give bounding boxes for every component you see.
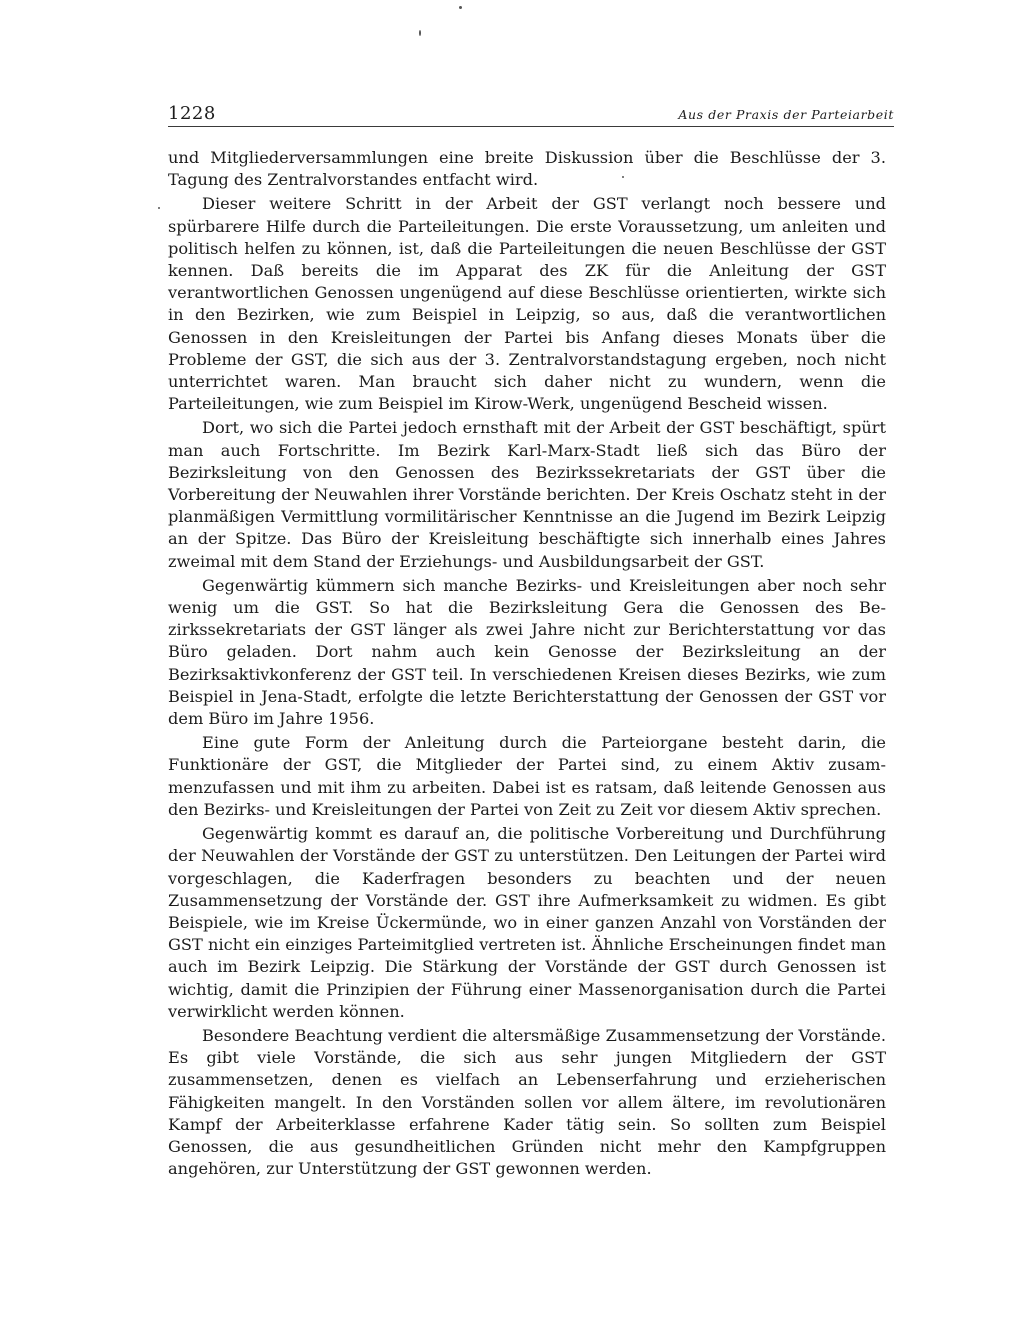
- paragraph: und Mitgliederversammlungen eine breite Diskussion über die Beschlüsse der 3. Tagung des Zentralvorstandes entfacht wird.: [168, 148, 886, 190]
- paragraph: Gegenwärtig kommt es darauf an, die politische Vorbereitung und Durchführung der Neuwahlen der Vorstände der GST zu unterstützen. Den Leitungen der Partei wird vorgeschlagen, die Kaderfragen besonders zu beachten und der neuen Zusammensetzung der Vorstände der. GST ihre Aufmerksamkeit zu widmen. Es gibt Beispiele, wie im Kreise Ückermünde, wo in einer ganzen Anzahl von Vorständen der GST nicht ein einziges Parteimitglied vertreten ist. Ähnliche Erscheinungen findet man auch im Bezirk Leipzig. Die Stärkung der Vorstände der GST durch Genossen ist wichtig, damit die Prinzipien der Führung einer Massenorganisation durch die Partei verwirklicht werden können.: [168, 824, 886, 1021]
- paragraph: Gegenwärtig kümmern sich manche Bezirks- und Kreisleitungen aber noch sehr wenig um die GST. So hat die Bezirksleitung Gera die Genossen des Bezirkssekretariats der GST länger als zwei Jahre nicht zur Berichterstattung vor das Büro geladen. Dort nahm auch kein Genosse der Bezirksleitung an der Bezirksaktivkonferenz der GST teil. In verschiedenen Kreisen dieses Bezirks, wie zum Beispiel in Jena-Stadt, erfolgte die letzte Berichterstattung der Genossen der GST vor dem Büro im Jahre 1956.: [168, 575, 886, 729]
- scan-speck: [622, 176, 624, 178]
- paragraph: Eine gute Form der Anleitung durch die Parteiorgane besteht darin, die Funktionäre der GST, die Mitglieder der Partei sind, zu einem Aktiv zusammenzufassen und mit ihm zu arbeiten. Dabei ist es ratsam, daß leitende Genossen aus den Bezirks- und Kreisleitungen der Partei von Zeit zu Zeit vor diesem Aktiv sprechen.: [168, 733, 886, 819]
- paragraph: Besondere Beachtung verdient die altersmäßige Zusammensetzung der Vorstände. Es gibt viele Vorstände, die sich aus sehr jungen Mitgliedern der GST zusammensetzen, denen es vielfach an Lebenserfahrung und erzieherischen Fähigkeiten mangelt. In den Vorständen sollen vor allem ältere, im revolutionären Kampf der Arbeiterklasse erfahrene Kader tätig sein. So sollten zum Beispiel Genossen, die aus gesundheitlichen Gründen nicht mehr den Kampfgruppen angehören, zur Unterstützung der GST gewonnen werden.: [168, 1025, 886, 1179]
- header-rule: [168, 126, 894, 127]
- running-title: Aus der Praxis der Parteiarbeit: [678, 107, 894, 122]
- paragraph: Dort, wo sich die Partei jedoch ernsthaft mit der Arbeit der GST beschäftigt, spürt man auch Fortschritte. Im Bezirk Karl-Marx-Stadt ließ sich das Büro der Bezirksleitung von den Genossen des Bezirkssekretariats der GST über die Vorbereitung der Neuwahlen ihrer Vorstände berichten. Der Kreis Oschatz steht in der planmäßigen Vermittlung vormilitärischer Kenntnisse an die Jugend im Bezirk Leipzig an der Spitze. Das Büro der Kreisleitung beschäftigte sich innerhalb eines Jahres zweimal mit dem Stand der Erziehungs- und Ausbildungsarbeit der GST.: [168, 418, 886, 571]
- body-text: [168, 147, 886, 1180]
- scan-speck: [419, 30, 421, 36]
- page-header: [168, 103, 894, 125]
- scan-speck: [459, 6, 462, 9]
- page-number: 1228: [168, 103, 216, 124]
- paragraph: Dieser weitere Schritt in der Arbeit der GST verlangt noch bessere und spürbarere Hilfe durch die Parteileitungen. Die erste Voraussetzung, um anleiten und politisch helfen zu können, ist, daß die Parteileitungen die neuen Beschlüsse der GST kennen. Daß bereits die im Apparat des ZK für die Anleitung der GST verantwortlichen Genossen ungenügend auf diese Beschlüsse orientierten, wirkte sich in den Bezirken, wie zum Beispiel in Leipzig, so aus, daß die verantwortlichen Genossen in den Kreisleitungen der Partei bis Anfang dieses Monats über die Probleme der GST, die sich aus der 3. Zentralvorstandstagung ergeben, noch nicht unterrichtet waren. Man braucht sich daher nicht zu wundern, wenn die Parteileitungen, wie zum Beispiel im Kirow-Werk, ungenügend Bescheid wissen.: [168, 194, 886, 414]
- scan-speck: [158, 207, 160, 209]
